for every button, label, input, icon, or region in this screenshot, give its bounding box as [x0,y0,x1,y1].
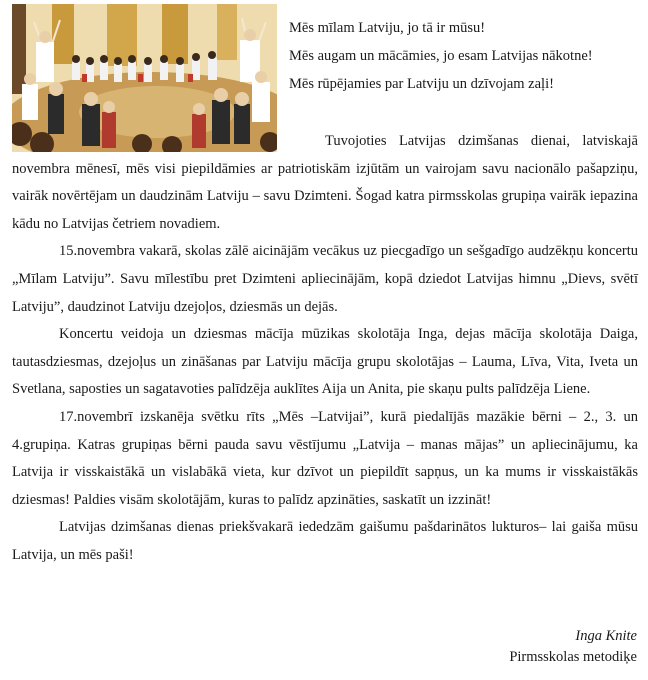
article-paragraph: 15.novembra vakarā, skolas zālē aicinājām vecākus uz piecgadīgo un sešgadīgo audzēkņu koncertu „Mīlam Latviju”. Savu mīlestību pret Dzimteni apliecinājām, kopā dziedot Latvijas himnu „Dievs, svētī Latviju”, daudzinot Latviju dzejoļos, dziesmās un dejās. [12,243,638,315]
article-paragraph: Latvijas dzimšanas dienas priekšvakarā iededzām gaišumu pašdarinātos lukturos– lai gaiša mūsu Latvija, un mēs paši! [12,519,638,563]
intro-line: Mēs mīlam Latviju, jo tā ir mūsu! [289,20,486,36]
article-paragraph: Koncertu veidoja un dziesmas mācīja mūzikas skolotāja Inga, dejas mācīja skolotāja Daiga, tautasdziesmas, dzejoļus un zināšanas par Latviju mācīja grupu skolotājas – Lauma, Līva, Vita, Iveta un Svetlana, saposties un sagatavoties palīdzēja auklītes Aija un Anita, pie skaņu pults palīdzēja Liene. [12,326,638,398]
intro-line: Mēs rūpējamies par Latviju un dzīvojam zaļi! [289,76,554,92]
author-name: Inga Knite [575,628,637,644]
article-paragraph: 17.novembrī izskanēja svētku rīts „Mēs –Latvijai”, kurā piedalījās mazākie bērni – 2., 3. un 4.grupiņa. Katras grupiņas bērni pauda savu vēstījumu „Latvija – manas mājas” un apliecinājumu, ka Latvija ir visskaistākā un vislabākā vieta, kur dzīvot un piepildīt sapņus, un ka mums ir visskaistākās dziesmas! Paldies visām skolotājām, kuras to palīdz apzināties, saskatīt un izzināt! [12,408,638,508]
author-role: Pirmsskolas metodiķe [509,649,637,665]
intro-statements [289,14,639,98]
signature-block [509,626,637,668]
article-body [12,128,638,570]
article-paragraph: Tuvojoties Latvijas dzimšanas dienai, latviskajā novembra mēnesī, mēs visi piepildāmies ar patriotiskām izjūtām un vairojam savu nacionālo pašapziņu, vairāk novērtējam un daudzinām Latviju – savu Dzimteni. Šogad katra pirmsskolas grupiņa vairāk iepazina kādu no Latvijas četriem novadiem. [12,133,638,232]
intro-line: Mēs augam un mācāmies, jo esam Latvijas nākotne! [289,48,593,64]
